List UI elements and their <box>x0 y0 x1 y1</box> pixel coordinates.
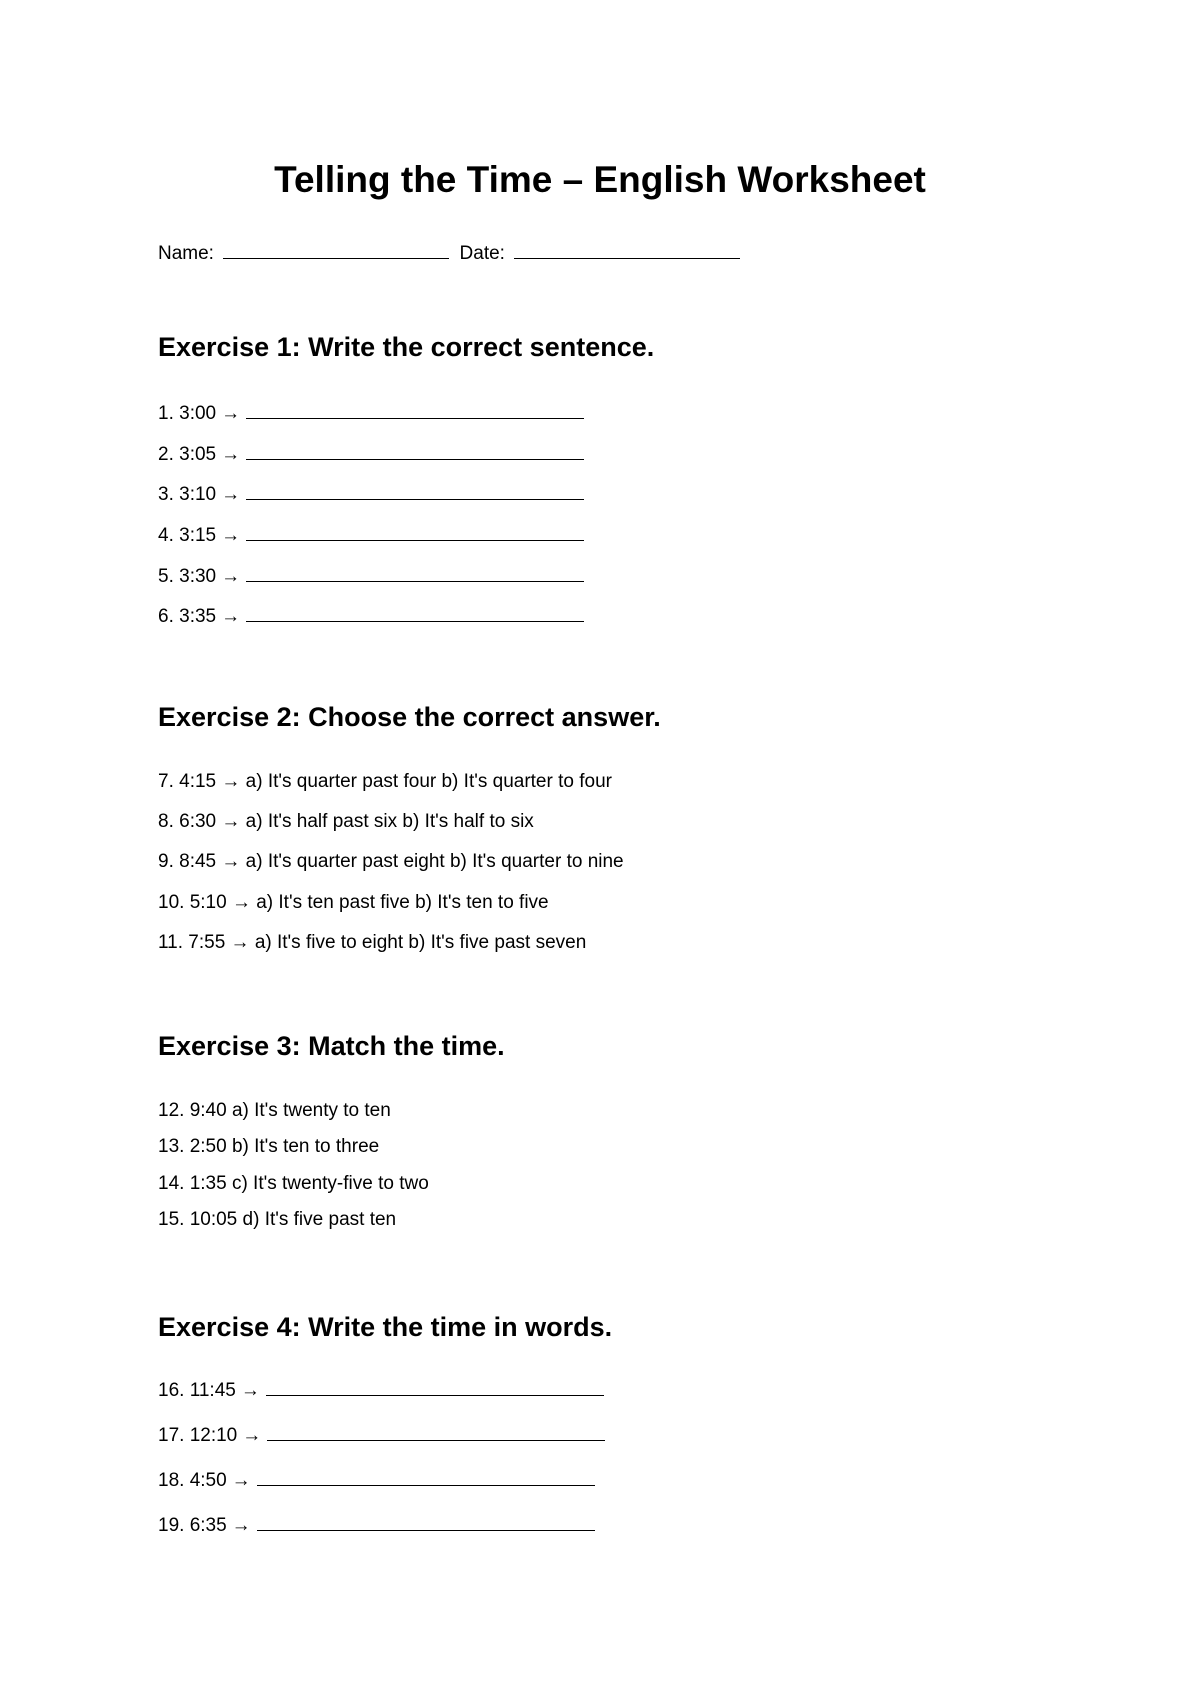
arrow-icon: → <box>221 444 241 465</box>
exercise-4-item <box>158 1512 595 1538</box>
answer-field[interactable] <box>246 481 584 500</box>
name-field[interactable] <box>223 240 449 259</box>
arrow-icon: → <box>240 1380 260 1401</box>
exercise-4-item <box>158 1377 604 1403</box>
answer-field[interactable] <box>246 563 584 582</box>
arrow-icon: → <box>231 1470 251 1491</box>
exercise-2-item: 11. 7:55 → a) It's five to eight b) It's five past seven <box>158 932 587 953</box>
item-label: 16. 11:45 <box>158 1380 236 1401</box>
exercise-3-item: 15. 10:05 d) It's five past ten <box>158 1209 397 1230</box>
exercise-2-item: 9. 8:45 → a) It's quarter past eight b) It's quarter to nine <box>158 851 624 872</box>
name-date-row <box>158 240 740 266</box>
exercise-2-item: 7. 4:15 → a) It's quarter past four b) It's quarter to four <box>158 771 612 792</box>
answer-field[interactable] <box>257 1512 595 1531</box>
name-label: Name: <box>158 243 214 264</box>
item-label: 17. 12:10 <box>158 1425 238 1446</box>
answer-field[interactable] <box>257 1467 595 1486</box>
item-label: 1. 3:00 <box>158 403 217 424</box>
date-field[interactable] <box>514 240 740 259</box>
arrow-icon: → <box>221 525 241 546</box>
exercise-1-item <box>158 400 584 426</box>
exercise-1-item <box>158 441 584 467</box>
item-label: 3. 3:10 <box>158 484 217 505</box>
exercise-2-item: 8. 6:30 → a) It's half past six b) It's half to six <box>158 811 534 832</box>
item-label: 2. 3:05 <box>158 444 217 465</box>
item-label: 6. 3:35 <box>158 606 217 627</box>
exercise-2-heading: Exercise 2: Choose the correct answer. <box>158 702 661 732</box>
arrow-icon: → <box>242 1425 262 1446</box>
arrow-icon: → <box>221 566 241 587</box>
exercise-2-item: 10. 5:10 → a) It's ten past five b) It's ten to five <box>158 892 549 913</box>
item-label: 19. 6:35 <box>158 1515 227 1536</box>
exercise-1-item <box>158 522 584 548</box>
date-label: Date: <box>459 243 505 264</box>
exercise-3-heading: Exercise 3: Match the time. <box>158 1031 505 1061</box>
exercise-3-item: 12. 9:40 a) It's twenty to ten <box>158 1100 391 1121</box>
page-title: Telling the Time – English Worksheet <box>274 159 926 200</box>
arrow-icon: → <box>221 403 241 424</box>
answer-field[interactable] <box>246 522 584 541</box>
exercise-3-item: 13. 2:50 b) It's ten to three <box>158 1136 380 1157</box>
answer-field[interactable] <box>246 603 584 622</box>
exercise-4-heading: Exercise 4: Write the time in words. <box>158 1312 613 1342</box>
exercise-1-heading: Exercise 1: Write the correct sentence. <box>158 332 655 362</box>
answer-field[interactable] <box>267 1422 605 1441</box>
exercise-1-item <box>158 603 584 629</box>
answer-field[interactable] <box>246 400 584 419</box>
answer-field[interactable] <box>266 1377 604 1396</box>
arrow-icon: → <box>221 606 241 627</box>
arrow-icon: → <box>231 1515 251 1536</box>
item-label: 18. 4:50 <box>158 1470 227 1491</box>
exercise-3-item: 14. 1:35 c) It's twenty-five to two <box>158 1173 429 1194</box>
exercise-1-item <box>158 563 584 589</box>
item-label: 5. 3:30 <box>158 566 217 587</box>
item-label: 4. 3:15 <box>158 525 217 546</box>
exercise-4-item <box>158 1467 595 1493</box>
answer-field[interactable] <box>246 441 584 460</box>
exercise-4-item <box>158 1422 605 1448</box>
arrow-icon: → <box>221 484 241 505</box>
exercise-1-item <box>158 481 584 507</box>
